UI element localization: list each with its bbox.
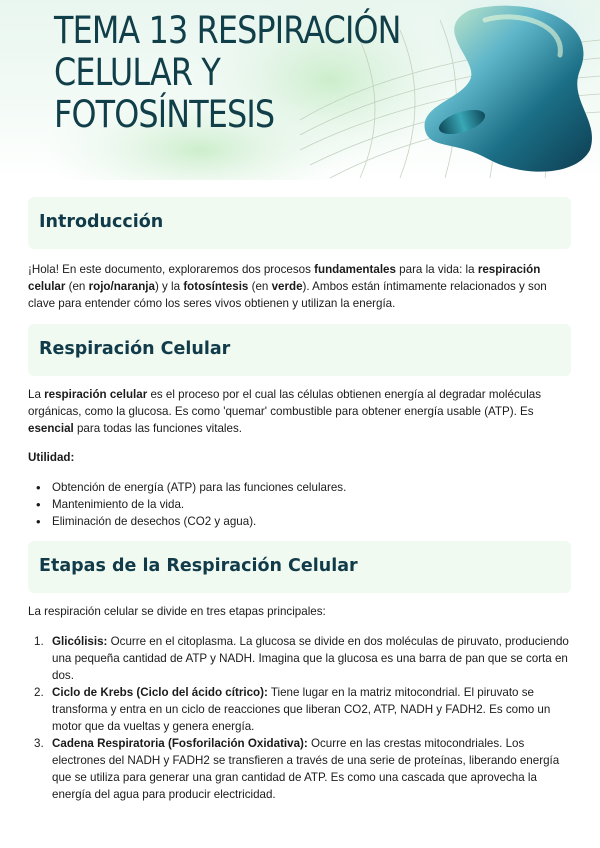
title-line-1: TEMA 13 RESPIRACIÓN — [54, 9, 401, 52]
list-item: • Mantenimiento de la vida. — [28, 496, 346, 513]
section-box-respiracion — [28, 324, 571, 376]
text-run: La — [28, 388, 45, 401]
bold-text: fundamentales — [314, 263, 396, 276]
bold-text: rojo/naranja — [88, 280, 155, 293]
utilidad-list — [28, 479, 346, 530]
title-line-2: CELULAR Y — [54, 51, 220, 94]
bold-text: fotosíntesis — [183, 280, 249, 293]
bold-text: respiración celular — [28, 263, 541, 293]
page-title — [54, 10, 401, 136]
respiracion-paragraph — [28, 386, 574, 437]
text-run: ¡Hola! En este documento, exploraremos dos procesos — [28, 263, 315, 276]
section-box-intro — [28, 197, 571, 249]
bold-text: verde — [271, 280, 303, 293]
etapas-intro: La respiración celular se divide en tres etapas principales: — [28, 605, 326, 618]
text-run: es el proceso por el cual las células obtienen energía al degradar moléculas orgánicas, como la glucosa. Es como 'quemar' combustible para obtener energía usable (ATP). Es — [28, 388, 542, 418]
bold-text: esencial — [28, 422, 74, 435]
title-line-3: FOTOSÍNTESIS — [54, 93, 275, 136]
text-run: ). Ambos están íntimamente relacionados y son clave para entender cómo los seres vivos obtienen y utilizan la energía. — [28, 280, 547, 310]
etapas-list — [28, 633, 574, 803]
list-item-glicolisis: 1. Glicólisis: Ocurre en el citoplasma. La glucosa se divide en dos moléculas de piruvato, produciendo una pequeña cantidad de ATP y NADH. Imagina que la glucosa es una barra de pan que se corta en dos. — [34, 635, 569, 682]
list-item-krebs: 2. Ciclo de Krebs (Ciclo del ácido cítrico): Tiene lugar en la matriz mitocondrial. El piruvato se transforma y entra en un ciclo de reacciones que liberan CO2, ATP, NADH y FADH2. Es como un motor que da vueltas y genera energía. — [34, 686, 551, 733]
text-run: para la vida: la — [395, 263, 478, 276]
section-heading-etapas: Etapas de la Respiración Celular — [39, 556, 358, 576]
section-box-etapas — [28, 541, 571, 593]
bold-text: respiración celular — [44, 388, 148, 401]
text-run: (en — [65, 280, 89, 293]
intro-paragraph — [28, 261, 574, 312]
list-item-cadena-respiratoria: 3. Cadena Respiratoria (Fosforilación Oxidativa): Ocurre en las crestas mitocondriales. Los electrones del NADH y FADH2 se transfieren a través de una serie de proteínas, liberando energía que se utiliza para generar una gran cantidad de ATP. Es como una cascada que aprovecha la energía del agua para producir electricidad. — [34, 737, 560, 801]
text-run: para todas las funciones vitales. — [73, 422, 242, 435]
section-heading-respiracion: Respiración Celular — [39, 339, 231, 359]
text-run: (en — [248, 280, 272, 293]
list-item: • Obtención de energía (ATP) para las funciones celulares. — [28, 479, 346, 496]
utilidad-label: Utilidad: — [28, 451, 75, 464]
list-item: • Eliminación de desechos (CO2 y agua). — [28, 513, 346, 530]
header-banner — [0, 0, 600, 180]
section-heading-intro: Introducción — [39, 212, 164, 232]
text-run: ) y la — [154, 280, 184, 293]
